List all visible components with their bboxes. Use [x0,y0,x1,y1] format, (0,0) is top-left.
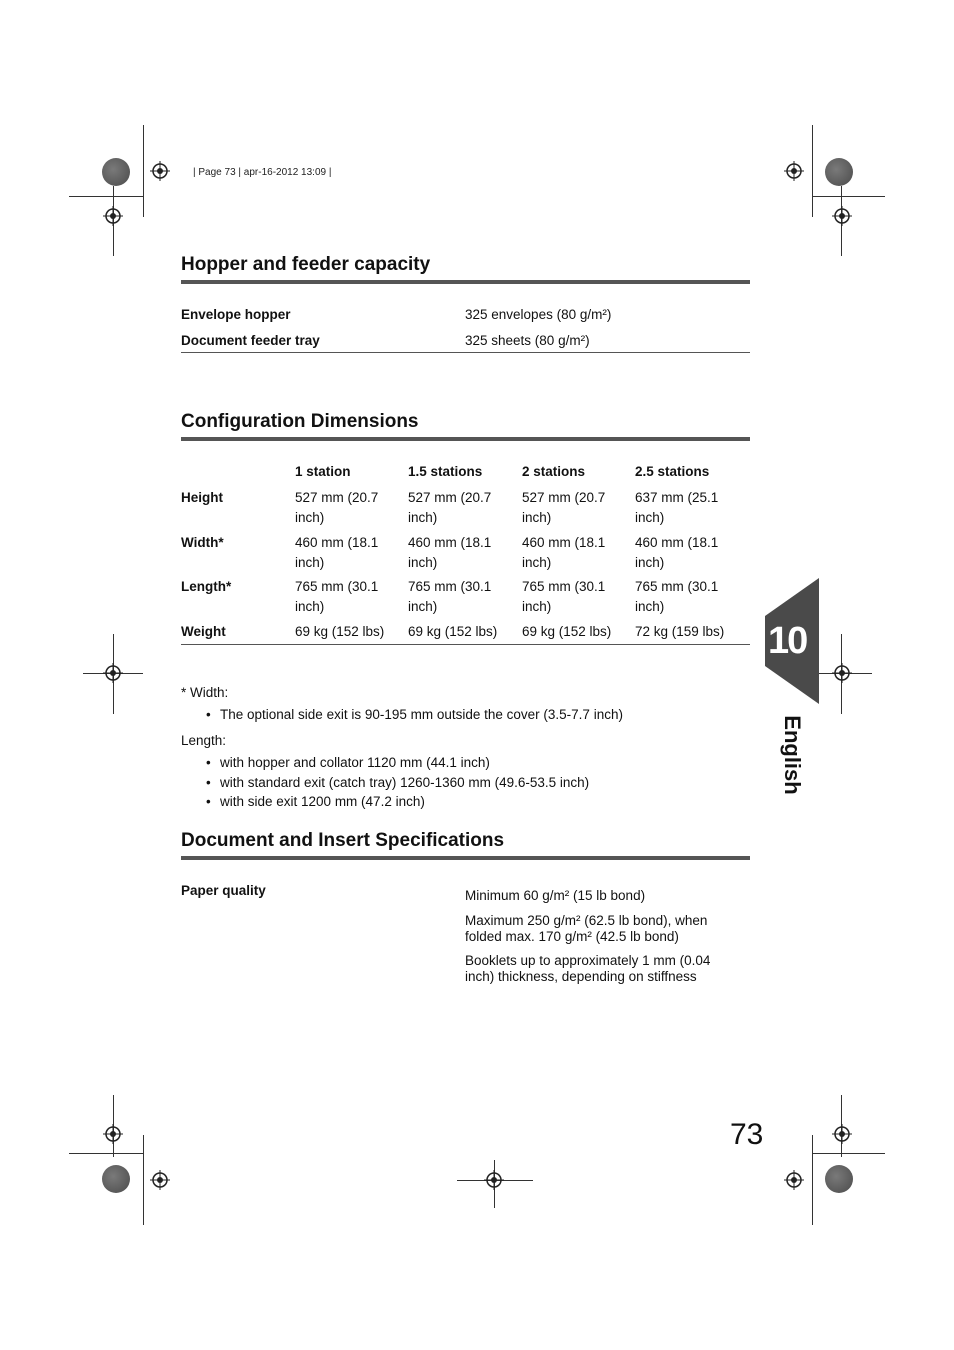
section-rule [181,437,750,441]
cell-line: 527 mm (20.7 [295,490,379,505]
table-cell [522,533,605,572]
cell-line: inch) [295,554,325,570]
crop-line [812,1153,885,1154]
paper-quality-value [465,953,710,985]
document-section-title: Document and Insert Specifications [181,830,505,851]
cell-line: 460 mm (18.1 [295,535,379,550]
table-cell [522,577,605,616]
table-cell [295,488,378,527]
row-label: Length* [181,579,232,594]
table-cell [635,533,718,572]
value-line: inch) thickness, depending on stiffness [465,969,697,984]
crop-line [812,1135,813,1225]
cell-line: inch) [635,598,665,614]
cell-line: inch) [295,598,325,614]
registration-dot-icon [825,158,853,186]
cell-line: 527 mm (20.7 [522,490,606,505]
registration-mark-icon [103,206,123,226]
configuration-section-title: Configuration Dimensions [181,411,419,432]
list-item [206,792,425,811]
list-item [206,705,623,724]
registration-mark-icon [832,1124,852,1144]
table-cell [295,533,378,572]
cell-line: inch) [522,598,552,614]
list-item-text: with standard exit (catch tray) 1260-1360 mm (49.6-53.5 inch) [220,775,590,790]
table-cell: 69 kg (152 lbs) [295,624,385,639]
cell-line: 527 mm (20.7 [408,490,492,505]
registration-dot-icon [102,1165,130,1193]
cell-line: 765 mm (30.1 [408,579,492,594]
table-cell [635,577,718,616]
registration-dot-icon [825,1165,853,1193]
column-header: 1 station [295,464,351,479]
value-line: Booklets up to approximately 1 mm (0.04 [465,953,711,968]
bullet-icon: • [206,775,211,790]
list-item-text: The optional side exit is 90-195 mm outside the cover (3.5-7.7 inch) [220,707,623,722]
row-label: Weight [181,624,226,639]
column-header: 2.5 stations [635,464,710,479]
bullet-icon: • [206,794,211,809]
cell-line: 637 mm (25.1 [635,490,719,505]
registration-mark-icon [784,161,804,181]
cell-line: inch) [408,509,438,525]
length-note-heading: Length: [181,733,227,748]
table-cell [635,488,718,527]
registration-mark-icon [150,1170,170,1190]
crop-line [812,196,885,197]
column-header: 2 stations [522,464,586,479]
registration-mark-icon [832,206,852,226]
cell-line: 460 mm (18.1 [408,535,492,550]
table-rule [181,644,750,645]
value-line: folded max. 170 g/m² (42.5 lb bond) [465,929,679,944]
cell-line: 460 mm (18.1 [522,535,606,550]
registration-mark-icon [784,1170,804,1190]
table-cell: 72 kg (159 lbs) [635,624,725,639]
table-cell: 69 kg (152 lbs) [522,624,612,639]
table-cell: 69 kg (152 lbs) [408,624,498,639]
cell-line: 765 mm (30.1 [522,579,606,594]
table-cell [408,533,491,572]
crop-line [69,1153,143,1154]
page-number: 73 [730,1118,764,1151]
row-label: Height [181,490,223,505]
list-item [206,773,590,792]
table-cell [522,488,605,527]
registration-mark-icon [103,663,123,683]
paper-quality-value: Minimum 60 g/m² (15 lb bond) [465,888,646,903]
crop-line [143,125,144,217]
section-rule [181,856,750,860]
registration-mark-icon [150,161,170,181]
registration-mark-icon [484,1170,504,1190]
table-cell [295,577,378,616]
cell-line: inch) [408,598,438,614]
cell-line: inch) [295,509,325,525]
table-cell [408,577,491,616]
crop-line [69,196,143,197]
bullet-icon: • [206,707,211,722]
cell-line: inch) [635,509,665,525]
table-cell [408,488,491,527]
registration-mark-icon [832,663,852,683]
table-rule [181,352,750,353]
hopper-row-value: 325 envelopes (80 g/m²) [465,307,612,322]
list-item-text: with hopper and collator 1120 mm (44.1 inch) [220,755,490,770]
hopper-row-label: Envelope hopper [181,307,291,322]
column-header: 1.5 stations [408,464,483,479]
value-line: Maximum 250 g/m² (62.5 lb bond), when [465,913,708,928]
hopper-row-label: Document feeder tray [181,333,320,348]
print-header: | Page 73 | apr-16-2012 13:09 | [193,167,332,178]
section-rule [181,280,750,284]
cell-line: 460 mm (18.1 [635,535,719,550]
bullet-icon: • [206,755,211,770]
row-label: Width* [181,535,224,550]
list-item-text: with side exit 1200 mm (47.2 inch) [220,794,425,809]
cell-line: 765 mm (30.1 [295,579,379,594]
cell-line: inch) [635,554,665,570]
paper-quality-value [465,913,707,945]
cell-line: inch) [522,554,552,570]
cell-line: inch) [522,509,552,525]
cell-line: inch) [408,554,438,570]
crop-line [812,125,813,217]
registration-dot-icon [102,158,130,186]
hopper-section-title: Hopper and feeder capacity [181,254,431,275]
list-item [206,753,490,772]
crop-line [143,1135,144,1225]
registration-mark-icon [103,1124,123,1144]
chapter-number: 10 [768,620,807,662]
hopper-row-value: 325 sheets (80 g/m²) [465,333,590,348]
paper-quality-label: Paper quality [181,883,266,898]
width-note-heading: * Width: [181,685,229,700]
cell-line: 765 mm (30.1 [635,579,719,594]
language-label: English [780,715,805,795]
